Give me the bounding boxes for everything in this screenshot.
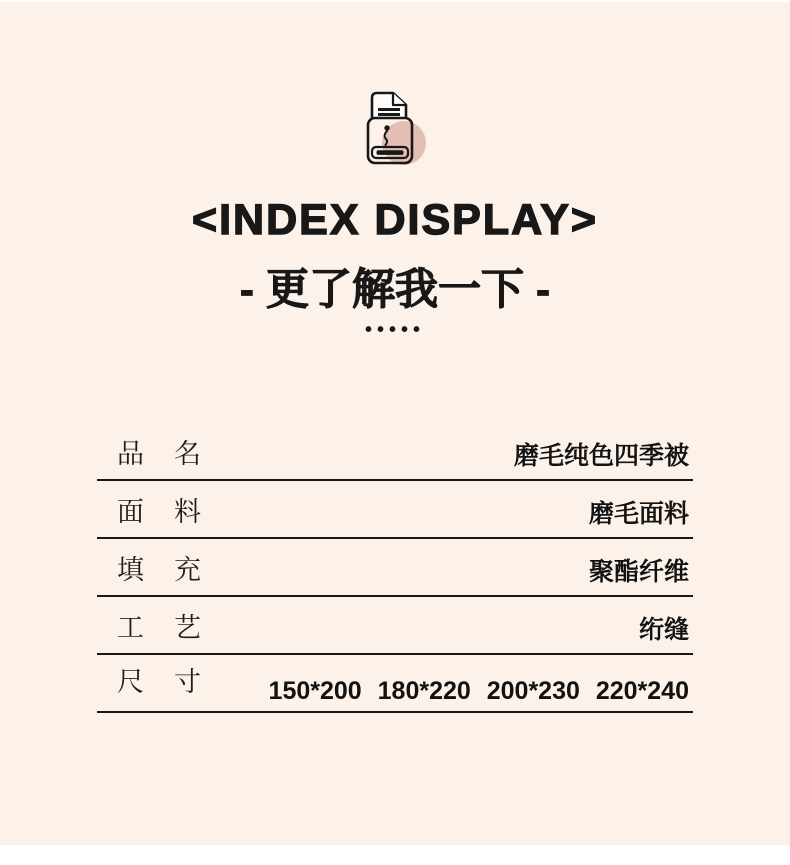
row-label: 尺寸 — [117, 666, 231, 697]
row-label: 品名 — [117, 438, 231, 469]
row-value: 绗缝 — [638, 616, 689, 644]
page-margin-top — [0, 0, 790, 2]
row-value: 聚酯纤维 — [588, 558, 689, 586]
spec-table — [97, 423, 693, 713]
row-value: 磨毛纯色四季被 — [513, 442, 689, 470]
table-row-craft — [97, 597, 693, 655]
table-row-filling — [97, 539, 693, 597]
row-label: 面料 — [117, 496, 231, 527]
page-title: <INDEX DISPLAY> — [192, 196, 598, 244]
row-label: 工艺 — [117, 612, 231, 643]
page-subtitle: - 更了解我一下 - — [239, 266, 551, 314]
archive-box-with-document-icon — [350, 82, 434, 166]
page-margin-bottom — [0, 845, 790, 865]
dots-divider: ••••• — [364, 319, 425, 341]
row-value: 磨毛面料 — [588, 500, 689, 528]
table-row-fabric — [97, 481, 693, 539]
row-label: 填充 — [117, 554, 231, 585]
table-row-product-name — [97, 423, 693, 481]
table-row-sizes — [97, 655, 693, 713]
row-value: 150*200 180*220 200*230 220*240 — [268, 677, 689, 705]
